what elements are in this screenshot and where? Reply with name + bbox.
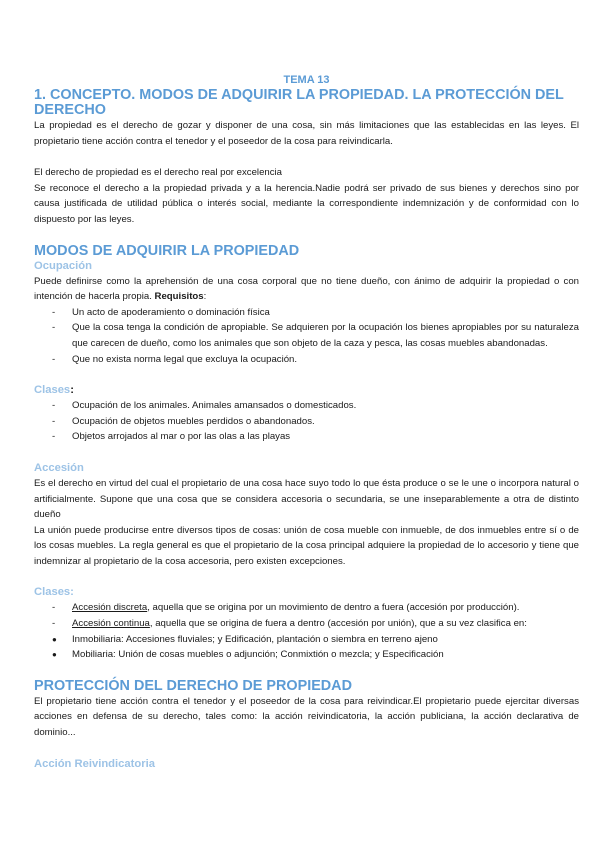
list-item: ● Inmobiliaria: Accesiones fluviales; y Edificación, plantación o siembra en terreno ajeno [34,632,579,648]
heading-ocupacion: Ocupación [34,259,92,272]
list-item: - Accesión continua, aquella que se origina de fuera a dentro (accesión por unión), que a su vez clasifica en: [52,618,527,630]
list-requisitos [34,305,579,367]
list-item: - Que la cosa tenga la condición de apropiable. Se adquieren por la ocupación los bienes apropiables por su naturaleza que carecen de dueño, como los animales que son objeto de la caza y pesca, las cosas muebles abandonadas. [52,322,579,349]
page-title: TEMA 13 [283,74,330,86]
list-item: - Que no exista norma legal que excluya la ocupación. [52,353,298,365]
list-item: - Objetos arrojados al mar o por las olas a las playas [52,431,291,443]
section-heading-concepto: 1. CONCEPTO. MODOS DE ADQUIRIR LA PROPIEDAD. LA PROTECCIÓN DEL DERECHO [34,87,564,118]
label-requisitos: Requisitos [154,291,204,303]
bullet-icon: ● [52,634,57,644]
list-item: - Un acto de apoderamiento o dominación física [52,306,270,318]
list-item: - Ocupación de los animales. Animales amansados o domesticados. [52,400,357,412]
heading-accion-reivindicatoria: Acción Reivindicatoria [34,757,155,770]
heading-clases-ocupacion: Clases: [34,384,74,397]
list-subclases-accesion [34,632,579,663]
bullet-icon: ● [52,650,57,660]
page-content [34,72,579,772]
list-item: - Ocupación de objetos muebles perdidos o abandonados. [52,415,315,427]
paragraph-accesion-definicion: Es el derecho en virtud del cual el propietario de una cosa hace suyo todo lo que ésta produce o se le une o incorpora natural o artificialmente. Supone que una cosa que se considera accesoria o secundaria, se une inseparablemente a otra de distinto dueño [34,477,579,521]
paragraph-derecho-real: El derecho de propiedad es el derecho real por excelencia [34,167,282,179]
heading-accesion: Accesión [34,461,84,474]
list-item: ● Mobiliaria: Unión de cosas muebles o adjunción; Conmixtión o mezcla; y Especificación [34,647,579,663]
paragraph-ocupacion: Puede definirse como la aprehensión de una cosa corporal que no tiene dueño, con ánimo de adquirir la propiedad o con intención de hacerla propia. Requisitos: [34,275,579,303]
paragraph-proteccion: El propietario tiene acción contra el tenedor y el poseedor de la cosa para reivindicar.El propietario puede ejercitar diversas acciones en defensa de su derecho, tales como: la acción reivindicatoria, la acción publiciana, la acción declarativa de dominio... [34,695,579,739]
paragraph-accesion-union: La unión puede producirse entre diversos tipos de cosas: unión de cosa mueble con inmueble, de dos inmuebles entre sí o de los cosas muebles. La regla general es que el propietario de la cosa principal adquiere la propiedad de lo accesorio y tiene que indemnizar al propietario de la cosa accesoria, pero existen excepciones. [34,524,579,567]
heading-proteccion: PROTECCIÓN DEL DERECHO DE PROPIEDAD [34,677,352,694]
paragraph-definicion: La propiedad es el derecho de gozar y disponer de una cosa, sin más limitaciones que las establecidas en las leyes. El propietario tiene acción contra el tenedor y el poseedor de la cosa para reivindicarla. [34,120,579,147]
list-item: - Accesión discreta, aquella que se origina por un movimiento de dentro a fuera (accesión por producción). [52,602,520,614]
list-clases-accesion [34,600,579,631]
list-clases-ocupacion [34,398,579,445]
heading-clases-accesion: Clases: [34,586,74,599]
paragraph-reconocimiento: Se reconoce el derecho a la propiedad privada y a la herencia.Nadie podrá ser privado de sus bienes y derechos sino por causa justificada de utilidad pública o interés social, mediante la correspondiente indemnización y de conformidad con lo dispuesto por las leyes. [34,182,579,225]
heading-modos-adquirir: MODOS DE ADQUIRIR LA PROPIEDAD [34,242,300,259]
